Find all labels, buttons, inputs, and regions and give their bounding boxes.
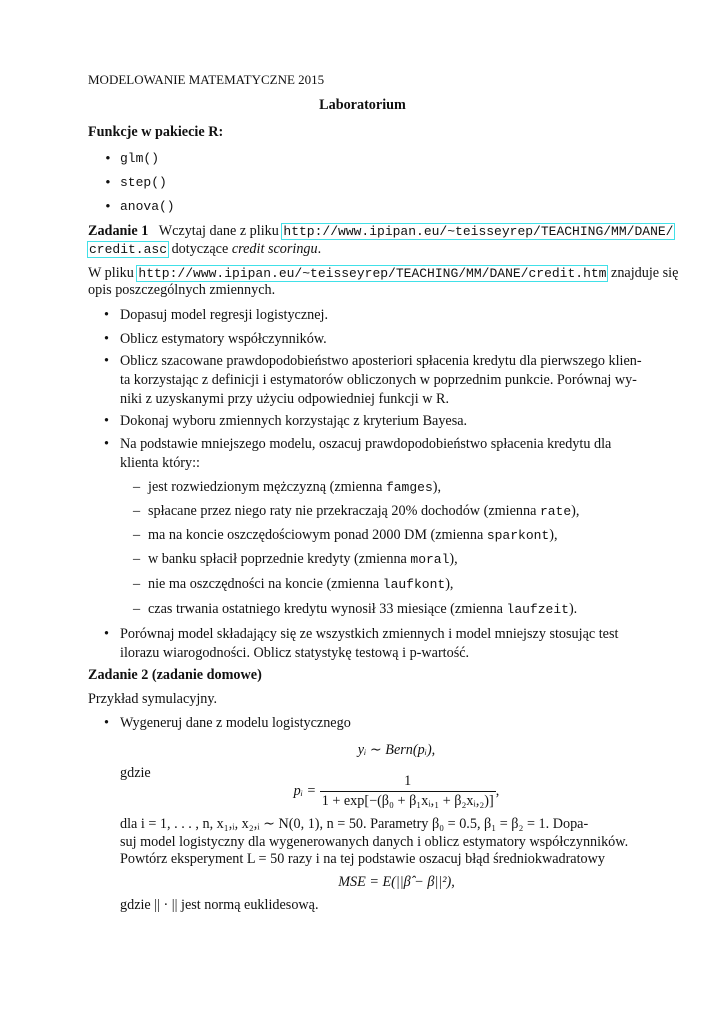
bullet5-line2: klienta który::: [120, 455, 200, 471]
variable-name: famges: [385, 480, 433, 495]
task1-bullet-6: [120, 625, 618, 663]
bullet3-line2: ta korzystając z definicji i estymatorów obliczonych w poprzednim punkcie. Porównaj wy-: [120, 372, 637, 388]
variable-name: laufkont: [382, 577, 446, 592]
client-condition: [148, 502, 579, 521]
client-condition: [148, 600, 577, 619]
eq-numerator: 1: [320, 772, 496, 792]
condition-end: ).: [568, 601, 578, 617]
condition-text: nie ma oszczędności na koncie (zmienna: [148, 576, 383, 592]
task1-intro-text2: dotyczące: [171, 241, 229, 257]
condition-end: ),: [549, 527, 558, 543]
condition-text: w banku spłacił poprzednie kredyty (zmienna: [148, 551, 411, 567]
period: .: [317, 241, 322, 257]
eq-denominator: 1 + exp[−(β₀ + β₁xᵢ,₁ + β₂xᵢ,₂)]: [321, 793, 494, 809]
bullet3-line1: • Oblicz szacowane prawdopodobieństwo aposteriori spłacenia kredytu dla pierwszego klien-: [120, 353, 642, 369]
condition-text: ma na koncie oszczędościowym ponad 2000 DM (zmienna: [148, 527, 487, 543]
condition-text: czas trwania ostatniego kredytu wynosił 33 miesiące (zmienna: [148, 601, 507, 617]
eq-comma: ,: [495, 782, 500, 799]
description-text: W pliku: [88, 265, 134, 281]
condition-end: ),: [432, 479, 442, 495]
task2-heading: Zadanie 2 (zadanie domowe): [88, 667, 262, 683]
task2-bullet-1: • Wygeneruj dane z modelu logistycznego: [120, 714, 351, 733]
condition-text: jest rozwiedzionym mężczyzną (zmienna: [148, 479, 386, 495]
task1-bullet-1: • Dopasuj model regresji logistycznej.: [120, 306, 328, 325]
condition-text: spłacane przez niego raty nie przekraczają 20% dochodów (zmienna: [148, 503, 540, 519]
function-item: • step(): [120, 173, 167, 192]
equation-logistic: [120, 772, 673, 811]
task1-label: Zadanie 1: [88, 223, 149, 239]
description-text2: znajduje się: [611, 265, 679, 281]
description-line2: opis poszczególnych zmiennych.: [88, 282, 276, 298]
task1-intro-line2: [88, 240, 321, 259]
condition-end: ),: [571, 503, 580, 519]
variable-name: moral: [410, 552, 450, 567]
task1-intro-text: Wczytaj dane z pliku: [158, 223, 279, 239]
parameters-line1: dla i = 1, . . . , n, x₁,ᵢ, x₂,ᵢ ∼ N(0, 1), n = 50. Parametry β₀ = 0.5, β₁ = β₂ = 1. Dopa-: [120, 816, 589, 832]
data-file-link-cont[interactable]: credit.asc: [89, 242, 168, 257]
function-item: • anova(): [120, 197, 175, 216]
bullet5-line1: • Na podstawie mniejszego modelu, oszacuj prawdopodobieństwo spłacenia kredytu dla: [120, 436, 612, 452]
parameters-line3: Powtórz eksperyment L = 50 razy i na tej podstawie oszacuj błąd średniokwadratowy: [120, 851, 605, 867]
parameters-line2: suj model logistyczny dla wygenerowanych danych i oblicz estymatory współczynników.: [120, 834, 629, 850]
variable-name: laufzeit: [506, 602, 569, 617]
description-file-link[interactable]: http://www.ipipan.eu/~teisseyrep/TEACHING/MM/DANE/credit.htm: [138, 266, 607, 281]
task1-bullet-3: [120, 352, 642, 409]
bullet6-line2: ilorazu wiarogodności. Oblicz statystykę testową i p-wartość.: [120, 645, 470, 661]
norm-note: gdzie || · || jest normą euklidesową.: [120, 897, 319, 913]
task1-topic: credit scoringu: [231, 241, 318, 257]
condition-end: ),: [449, 551, 458, 567]
eq-lhs: pᵢ =: [293, 782, 317, 799]
client-condition: [148, 478, 441, 497]
task2-intro: Przykład symulacyjny.: [88, 691, 218, 707]
client-condition: [148, 526, 558, 545]
eq-fraction: [320, 772, 496, 811]
task1-bullet-5: [120, 435, 611, 473]
condition-end: ),: [445, 576, 454, 592]
bullet3-line3: niki z uzyskanymi przy użyciu odpowiedniej funkcji w R.: [120, 391, 450, 407]
task1-bullet-4: • Dokonaj wyboru zmiennych korzystając z kryterium Bayesa.: [120, 412, 467, 431]
task1-bullet-2: • Oblicz estymatory współczynników.: [120, 330, 327, 349]
bullet6-line1: • Porównaj model składający się ze wszystkich zmiennych i model mniejszy stosując test: [120, 626, 619, 642]
task1-intro-line1: [88, 222, 674, 241]
functions-heading: Funkcje w pakiecie R:: [88, 124, 224, 140]
variable-name: sparkont: [486, 528, 550, 543]
page-title: Laboratorium: [319, 97, 406, 113]
course-header: MODELOWANIE MATEMATYCZNE 2015: [88, 72, 325, 87]
client-condition: [148, 575, 453, 594]
data-file-link[interactable]: http://www.ipipan.eu/~teisseyrep/TEACHING/MM/DANE/: [283, 224, 674, 239]
client-condition: [148, 550, 458, 569]
variable-name: rate: [539, 504, 572, 519]
equation-bernoulli: yᵢ ∼ Bern(pᵢ),: [357, 742, 436, 758]
where-label: gdzie: [120, 765, 151, 781]
function-item: • glm(): [120, 149, 159, 168]
equation-mse: MSE = E(||β̂ − β||²),: [338, 874, 455, 890]
